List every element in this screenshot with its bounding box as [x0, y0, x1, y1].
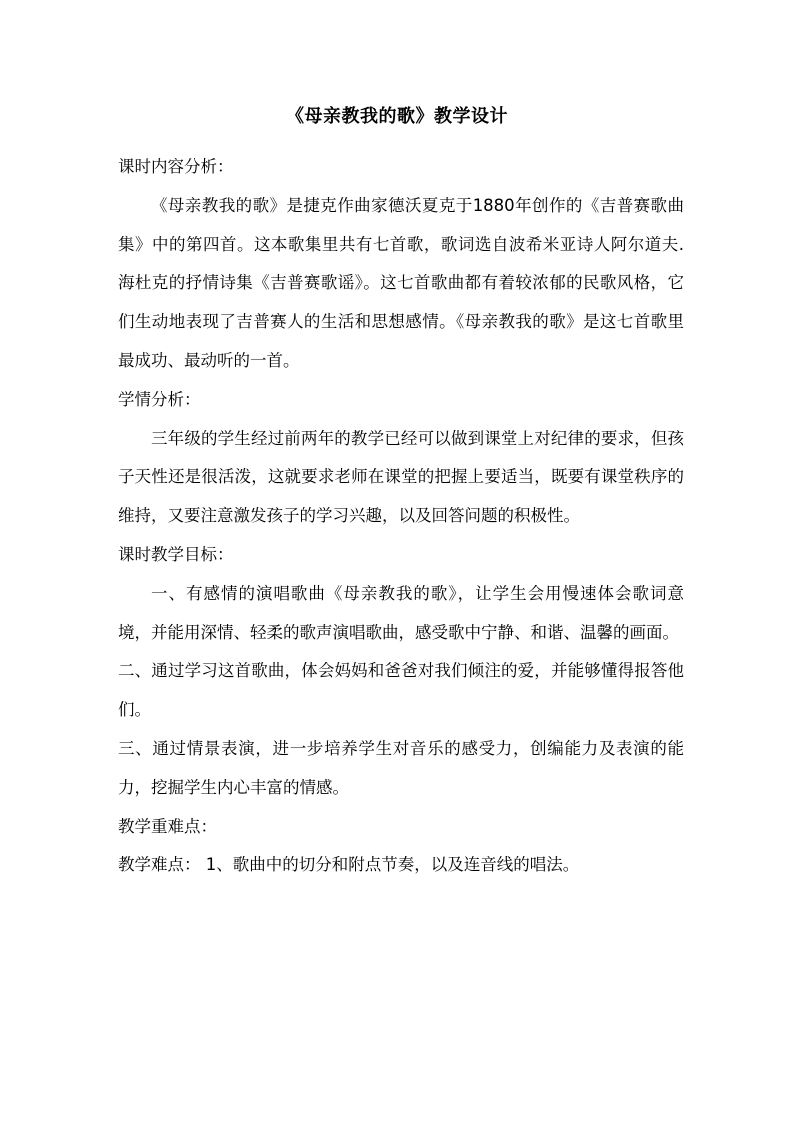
- objective-item-2: 二、通过学习这首歌曲，体会妈妈和爸爸对我们倾注的爱，并能够懂得报答他们。: [118, 661, 684, 720]
- student-analysis-paragraph: 三年级的学生经过前两年的教学已经可以做到课堂上对纪律的要求，但孩子天性还是很活泼，这就要求老师在课堂的把握上要适当，既要有课堂秩序的维持，又要注意激发孩子的学习兴趣，以及回答问题的积极性。: [118, 428, 684, 526]
- section-heading-teaching-objectives: 课时教学目标：: [118, 544, 234, 564]
- document-body: [118, 148, 684, 885]
- objective-item-1: 一、有感情的演唱歌曲《母亲教我的歌》，让学生会用慢速体会歌词意境，并能用深情、轻柔的歌声演唱歌曲，感受歌中宁静、和谐、温馨的画面。: [118, 583, 684, 642]
- objective-item-3: 三、通过情景表演，进一步培养学生对音乐的感受力，创编能力及表演的能力，挖掘学生内心丰富的情感。: [118, 738, 684, 797]
- section-heading-key-difficulties: 教学重难点：: [118, 816, 217, 836]
- section-heading-student-analysis: 学情分析：: [118, 389, 201, 409]
- section-heading-content-analysis: 课时内容分析：: [118, 157, 234, 176]
- teaching-difficulty-line: 教学难点： 1、歌曲中的切分和附点节奏，以及连音线的唱法。: [118, 855, 580, 875]
- document-title: 《母亲教我的歌》教学设计: [286, 106, 508, 127]
- content-analysis-paragraph: 《母亲教我的歌》是捷克作曲家德沃夏克于1880年创作的《吉普赛歌曲集》中的第四首。这本歌集里共有七首歌，歌词选自波希米亚诗人阿尔道夫.海杜克的抒情诗集《吉普赛歌谣》。这七首歌曲都有着较浓郁的民歌风格，它们生动地表现了吉普赛人的生活和思想感情。《母亲教我的歌》是这七首歌里最成功、最动听的一首。: [118, 195, 684, 370]
